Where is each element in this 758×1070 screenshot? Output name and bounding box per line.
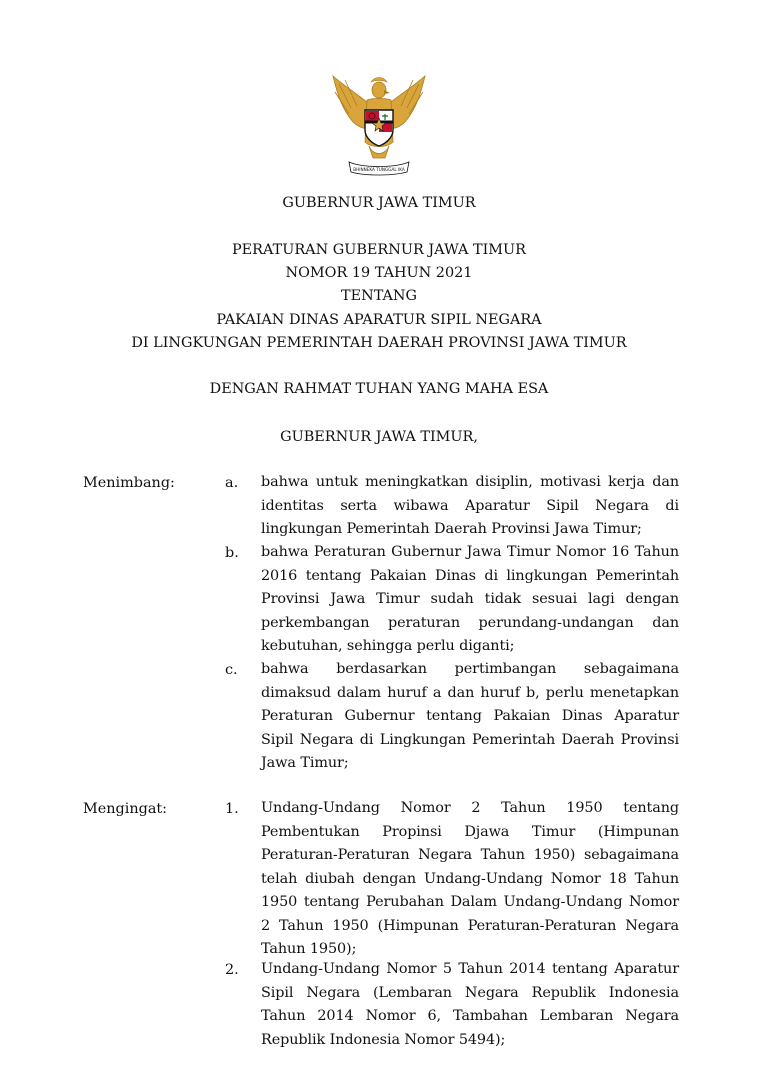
office-title: GUBERNUR JAWA TIMUR — [282, 195, 476, 211]
regulation-number: NOMOR 19 TAHUN 2021 — [285, 265, 473, 281]
regulation-title: PERATURAN GUBERNUR JAWA TIMUR — [231, 242, 527, 258]
menimbang-item-c-text: bahwa berdasarkan pertimbangan sebagaimana dimaksud dalam huruf a dan huruf b, perlu menetapkan Peraturan Gubernur tentang Pakaian Dinas Aparatur Sipil Negara di Lingkungan Pemerintah Daerah Provinsi Jawa Timur; — [261, 661, 679, 771]
mengingat-item-1-text: Undang-Undang Nomor 2 Tahun 1950 tentang Pembentukan Propinsi Djawa Timur (Himpunan Peraturan-Peraturan Negara Tahun 1950) sebagaimana telah diubah dengan Undang-Undang Nomor 18 Tahun 1950 tentang Perubahan Dalam Undang-Undang Nomor 2 Tahun 1950 (Himpunan Peraturan-Peraturan Negara Tahun 1950); — [261, 800, 679, 957]
invocation: DENGAN RAHMAT TUHAN YANG MAHA ESA — [209, 381, 549, 397]
mengingat-item-2-marker: 2. — [225, 962, 239, 978]
emblem-motto: BHINNEKA TUNGGAL IKA — [353, 167, 405, 172]
mengingat-label: Mengingat: — [83, 801, 168, 817]
menimbang-item-b-text: bahwa Peraturan Gubernur Jawa Timur Nomor 16 Tahun 2016 tentang Pakaian Dinas di lingkungan Pemerintah Provinsi Jawa Timur sudah tidak sesuai lagi dengan perkembangan peraturan perundang-undangan dan kebutuhan, sehingga perlu diganti; — [261, 544, 679, 654]
subject-line-1: PAKAIAN DINAS APARATUR SIPIL NEGARA — [216, 312, 542, 328]
subject-line-2: DI LINGKUNGAN PEMERINTAH DAERAH PROVINSI JAWA TIMUR — [131, 335, 627, 351]
mengingat-item-2-text: Undang-Undang Nomor 5 Tahun 2014 tentang Aparatur Sipil Negara (Lembaran Negara Republik Indonesia Tahun 2014 Nomor 6, Tambahan Lembaran Negara Republik Indonesia Nomor 5494); — [261, 961, 679, 1048]
menimbang-label: Menimbang: — [83, 475, 175, 491]
signatory: GUBERNUR JAWA TIMUR, — [280, 429, 478, 445]
menimbang-item-a-text: bahwa untuk meningkatkan disiplin, motivasi kerja dan identitas serta wibawa Aparatur Sipil Negara di lingkungan Pemerintah Daerah Provinsi Jawa Timur; — [261, 474, 679, 537]
menimbang-item-c-marker: c. — [225, 662, 238, 678]
garuda-emblem-icon — [327, 68, 431, 178]
menimbang-item-b-marker: b. — [225, 545, 239, 561]
about-label: TENTANG — [341, 288, 417, 304]
menimbang-item-a-marker: a. — [225, 475, 239, 491]
mengingat-item-1-marker: 1. — [225, 801, 239, 817]
